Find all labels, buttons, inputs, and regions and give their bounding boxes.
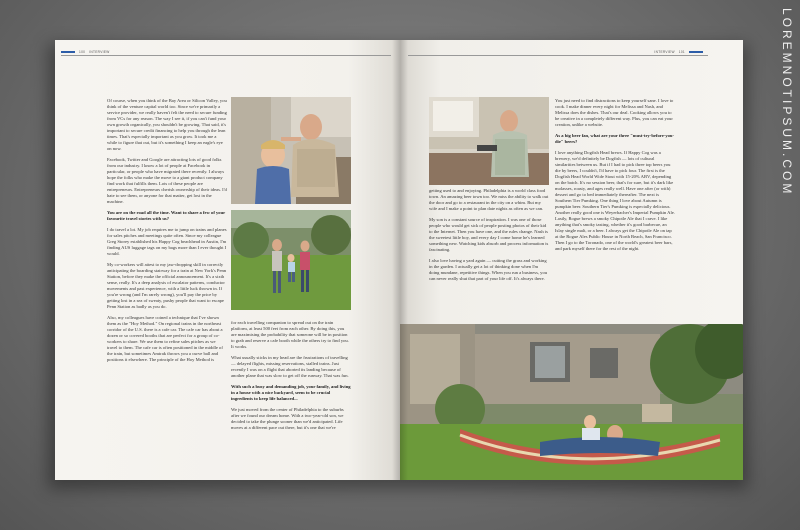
left-page-number: 100 <box>79 50 86 54</box>
right-page-header <box>654 50 703 54</box>
body-paragraph: I love anything Dogfish Head brews. If Happy Cog was a brewery, we'd definitely be Dogfish — lots of cultural similarities between us. But if I had to pick three top beers you die by beers, I couldn't, I'd have to pick four. The first is the Dogfish Head World Wide Stout with 15-20% ABV, depending on the batch. It's no session beer, that's for sure, but it's dark like molasses, roasty, and ages really well. Have one after (or with) dessert and go to bed immediately thereafter. The next is Southern Tier Pumking. One thing I love about Autumn is pumpkin beer. Southern Tier's Pumking is especially delicious. Another really good one is Weyerbacher's Imperial Pumpkin Ale. Lastly, Rogue brews a smoky Chipotle Ale that I crave. I like anything that's smoky tasting, whether it's good barbecue, an Islay single malt, or a beer. I always get the Chipotle Ale on tap at the Rogue Ales Public House in North Beach, San Francisco. Then I go to the Toronado, one of the world's greatest beer bars, and park myself there for the rest of the night. <box>555 150 675 251</box>
right-header-rule <box>408 55 708 56</box>
body-paragraph: getting used to and enjoying. Philadelphia is a world class food town. An amazing beer town too. We miss the ability to walk out the door and go to a restaurant in the city on a whim. But my wife and I make a point to plan date nights as often as we can. <box>429 188 549 211</box>
photo-hammock-backyard <box>400 324 743 480</box>
left-column-2 <box>231 320 351 436</box>
right-column-2 <box>555 98 675 257</box>
left-section-label: INTERVIEW <box>89 50 110 54</box>
right-page-number: 101 <box>678 50 685 54</box>
right-section-label: INTERVIEW <box>654 50 675 54</box>
photo-family-walking-lawn <box>231 210 351 310</box>
left-page <box>55 40 400 480</box>
watermark: LOREMNOTIPSUM.COM <box>780 8 794 197</box>
left-column-1 <box>107 98 227 368</box>
accent-bar <box>61 51 75 53</box>
body-paragraph: We just moved from the center of Philadelphia to the suburbs after we found our dream home. With a two-year-old son, we decided to take the plunge sooner than we'd anticipated. Life moves at a different pace out there, but it's one that we're <box>231 407 344 430</box>
body-paragraph: Facebook, Twitter and Google are attracting lots of good folks from our industry. I know a lot of people at Facebook in particular, or people who have migrated there recently. I always hope the folks who make the move to a giant product company find work that fulfills them. Lots of these people are entrepreneurs. Entrepreneurs cherish ownership of their ideas. I'd hate to see them, or anyone for that matter, get lost in the machine. <box>107 157 227 204</box>
body-paragraph: My co-workers will attest to my jaw-dropping skill in correctly anticipating the boarding stairway for a train at New York's Penn Station, before they make the official announcement. It's a sixth sense, really. It's a deep analysis of escalator patterns, conductor movements and past experience, with a little luck thrown in. If you're wrong (and I'm rarely wrong), you'll pay the price by getting lost in a sea of sweaty, pushy people that want to escape Penn Station as badly as you do. <box>107 262 227 309</box>
body-paragraph: for each travelling companion to spread out on the train platform, at least 500 feet from each other. By doing this, you are maximising the probability that someone will be in position to grab and reserve a cafe booth while the others try to find you. It works. <box>231 320 349 349</box>
right-page <box>400 40 743 480</box>
photo-man-in-kitchen <box>429 97 549 185</box>
photo-father-son-haircut <box>231 97 351 204</box>
question-paragraph: As a big beer fan, what are your three "must-try-before-you-die" beers? <box>555 133 674 144</box>
body-paragraph: What usually sticks in my head are the frustrations of travelling — delayed flights, missing reservations, stalled trains. Just recently I was on a flight that aborted its landing because of another plane that was slow to get off the runway. That was fun. <box>231 355 349 378</box>
question-paragraph: With such a busy and demanding job, your family, and living in a house with a nice backyard, seem to be crucial ingredients to keep life balanced... <box>231 384 351 401</box>
body-paragraph: Also, my colleagues have coined a technique that I've shown them as the "Hoy Method." On regional trains in the northeast corridor of the U.S. there is a cafe car. The cafe car has about a dozen or so covered booths that are perfect for a group of co-workers to share. We use them to refine sales pitches as we travel to them. The cafe car is often positioned in the middle of the train, but sometimes Amtrak throws you a curve ball and positions it elsewhere. The principle of the Hoy Method is <box>107 315 223 362</box>
body-paragraph: Of course, when you think of the Bay Area or Silicon Valley, you think of the venture capital world too. Since we're primarily a service provider, we really haven't felt the need to secure funding from VCs for any reason. The way I see it, if you can't fund your own growth organically, you shouldn't be growing. That said, it's important to secure credit financing to help you through the lean times. That's especially important as you grow. It took me a while to figure that out, but it's something I keep an eagle's eye on now. <box>107 98 227 151</box>
left-page-header <box>61 50 110 54</box>
body-paragraph: You just need to find distractions to keep yourself sane. I love to cook. I make dinner every night for Melissa and Nash, and Melissa does the dishes. That's our deal. Cooking allows you to be creative in a completely different way. Plus, you can eat your creation, unlike a website. <box>555 98 674 127</box>
spine-gutter <box>392 40 408 480</box>
right-column-1 <box>429 188 549 287</box>
body-paragraph: I do travel a lot. My job requires me to jump on trains and planes for sales pitches and meetings quite often. Since my colleague Greg Storey established his Happy Cog beachhead in Austin, I'm finding AUS luggage tags on my bags more than I ever thought I would. <box>107 227 227 256</box>
question-paragraph: You are on the road all the time. Want to share a few of your favourite travel stories with us? <box>107 210 226 221</box>
body-paragraph: My son is a constant source of inspiration. I was one of those people who would get sick of people posting photos of their kid to the Internet. Then you have one, and the rules change. Nash is the sweetest little boy, and every day I come home he's learned something new. Watching kids absorb and process information is fascinating. <box>429 217 549 252</box>
body-paragraph: I also love having a yard again — cutting the grass and working in the garden. I actually get a lot of thinking done when I'm doing mundane, repetitive things. When you run a business, you can never really shut that part of your life off. It's always there. <box>429 258 548 281</box>
accent-bar-right <box>689 51 703 53</box>
left-header-rule <box>61 55 391 56</box>
